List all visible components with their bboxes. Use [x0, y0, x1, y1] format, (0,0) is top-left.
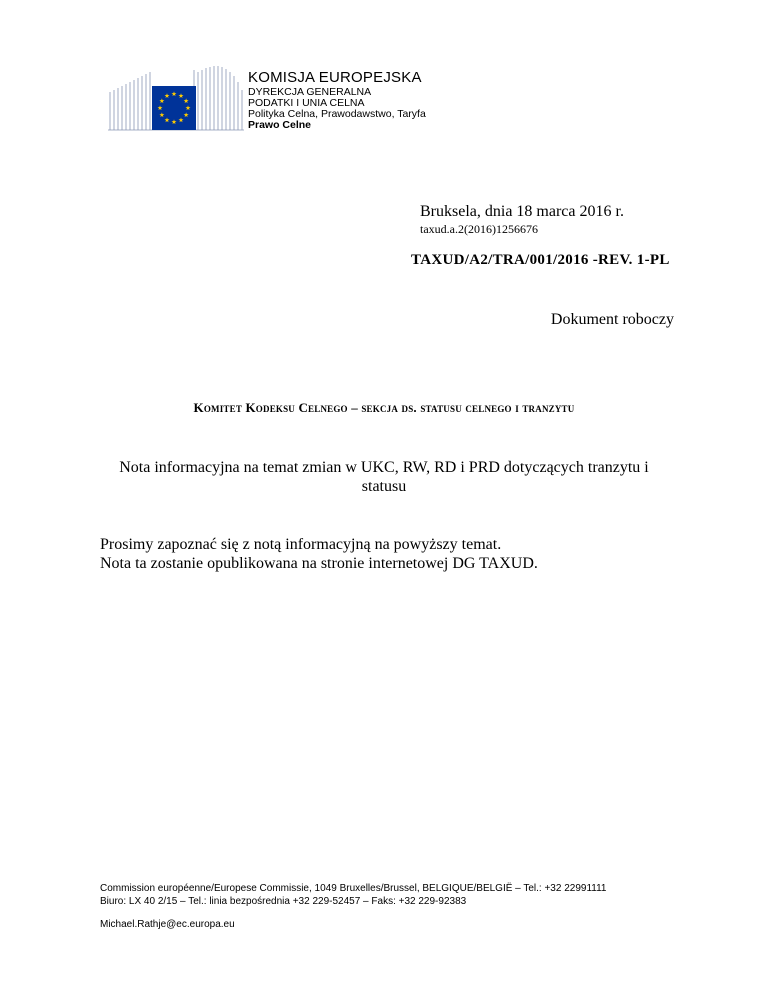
footer-email: Michael.Rathje@ec.europa.eu — [100, 919, 235, 930]
footer-address: Commission européenne/Europese Commissie, 1049 Bruxelles/Brussel, BELGIQUE/BELGIË – Tel.: +32 22991111 — [100, 883, 607, 894]
reference-number: taxud.a.2(2016)1256676 — [420, 222, 538, 236]
document-date: Bruksela, dnia 18 marca 2016 r. — [420, 203, 624, 220]
body-paragraph: Prosimy zapoznać się z notą informacyjną na powyższy temat. — [100, 536, 502, 553]
document-type: Dokument roboczy — [550, 311, 674, 328]
organization-title: KOMISJA EUROPEJSKA — [248, 69, 422, 86]
subject-title: Nota informacyjna na temat zmian w UKC, RW, RD i PRD dotyczących tranzytu i statusu — [119, 459, 649, 495]
body-paragraph: Nota ta zostanie opublikowana na stronie internetowej DG TAXUD. — [100, 555, 538, 572]
directorate-line: DYREKCJA GENERALNA — [248, 86, 372, 98]
footer-office: Biuro: LX 40 2/15 – Tel.: linia bezpośrednia +32 229-52457 – Faks: +32 229-92383 — [100, 896, 467, 907]
unit-line: Polityka Celna, Prawodawstwo, Taryfa — [248, 108, 426, 120]
sector-line: Prawo Celne — [248, 119, 312, 131]
committee-heading: Komitet Kodeksu Celnego – sekcja ds. statusu celnego i tranzytu — [193, 400, 575, 415]
department-line: PODATKI I UNIA CELNA — [248, 97, 365, 109]
document-id: TAXUD/A2/TRA/001/2016 -REV. 1-PL — [411, 252, 670, 268]
european-commission-logo-icon — [108, 64, 244, 132]
